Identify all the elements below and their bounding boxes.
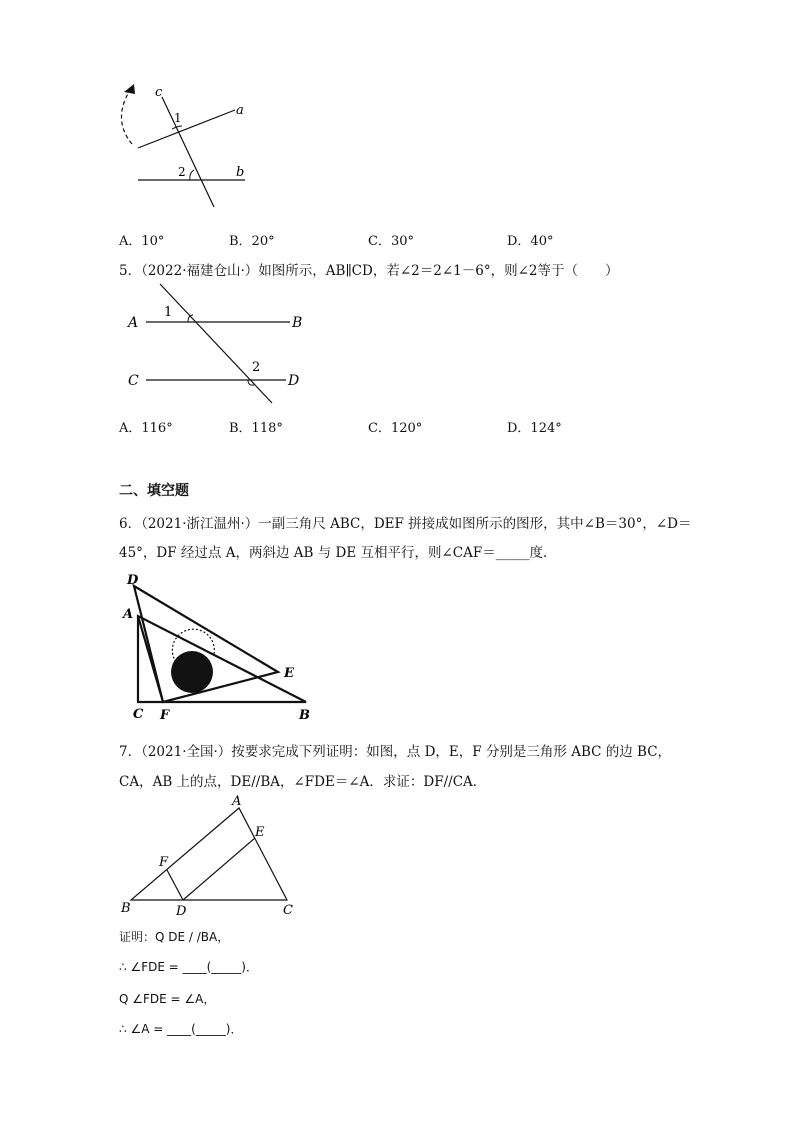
label-angle-2: 2 <box>252 360 261 375</box>
line-c <box>162 97 214 207</box>
rotation-arrow-head <box>124 84 135 94</box>
label-D: D <box>127 573 139 588</box>
rotation-arrow-arc <box>121 90 132 144</box>
q5-option-a: A．116° <box>119 421 173 436</box>
q6-stem-line2: 45°，DF 经过点 A，两斜边 AB 与 DE 互相平行，则∠CAF＝_____度． <box>119 545 557 561</box>
label-angle-1: 1 <box>164 305 173 320</box>
segment-de <box>183 838 255 900</box>
q6-stem-line1: 6．（2021·浙江温州·）一副三角尺 ABC，DEF 拼接成如图所示的图形，其中∠B＝30°，∠D＝ <box>119 516 692 532</box>
label-angle-2: 2 <box>178 165 186 179</box>
q4-option-b: B．20° <box>229 234 275 249</box>
q4-figure <box>110 82 270 212</box>
q6-figure <box>118 572 318 724</box>
label-E: E <box>255 825 265 840</box>
label-B: B <box>292 315 303 331</box>
proof-line-2: ∴ ∠FDE = ____(_____)． <box>119 960 258 974</box>
label-A: A <box>128 315 139 331</box>
q5-figure <box>120 282 320 407</box>
label-F: F <box>159 855 169 870</box>
q4-option-a: A．10° <box>119 234 165 249</box>
triangle-abc <box>138 616 306 702</box>
line-a <box>138 110 235 148</box>
label-A: A <box>123 607 134 622</box>
label-C: C <box>128 373 139 389</box>
segment-af <box>138 616 163 702</box>
q7-stem-line1: 7．（2021·全国·）按要求完成下列证明：如图，点 D，E，F 分别是三角形 ABC 的边 BC， <box>119 744 672 760</box>
label-b: b <box>236 165 245 180</box>
q5-option-d: D．124° <box>507 421 562 436</box>
label-D: D <box>288 373 300 389</box>
q5-stem: 5．（2022·福建仓山·）如图所示，AB∥CD，若∠2＝2∠1－6°，则∠2等于（ ） <box>119 263 619 279</box>
section-title: 二、填空题 <box>119 483 189 499</box>
triangle-abc <box>131 808 287 900</box>
label-B: B <box>121 901 131 916</box>
transversal <box>160 284 272 403</box>
label-D: D <box>176 904 187 919</box>
label-a: a <box>236 103 244 118</box>
segment-fd <box>167 870 183 900</box>
label-c: c <box>155 85 163 100</box>
label-A: A <box>232 794 242 809</box>
q5-option-c: C．120° <box>368 421 423 436</box>
label-angle-1: 1 <box>174 111 182 125</box>
label-B: B <box>299 708 310 723</box>
proof-line-3: Q ∠FDE = ∠A， <box>119 992 216 1006</box>
q4-option-c: C．30° <box>368 234 414 249</box>
q5-option-b: B．118° <box>229 421 283 436</box>
q4-option-d: D．40° <box>507 234 554 249</box>
filled-circle <box>171 651 213 693</box>
label-C: C <box>133 707 144 722</box>
label-E: E <box>284 666 294 681</box>
q7-stem-line2: CA，AB 上的点，DE//BA，∠FDE＝∠A．求证：DF//CA． <box>119 774 487 790</box>
proof-line-1: 证明：Q DE / /BA， <box>119 930 230 944</box>
label-C: C <box>283 903 293 918</box>
label-F: F <box>160 708 170 723</box>
angle-2-arc <box>190 170 194 180</box>
proof-line-4: ∴ ∠A = ____(_____)． <box>119 1022 243 1036</box>
q7-figure <box>115 792 305 920</box>
